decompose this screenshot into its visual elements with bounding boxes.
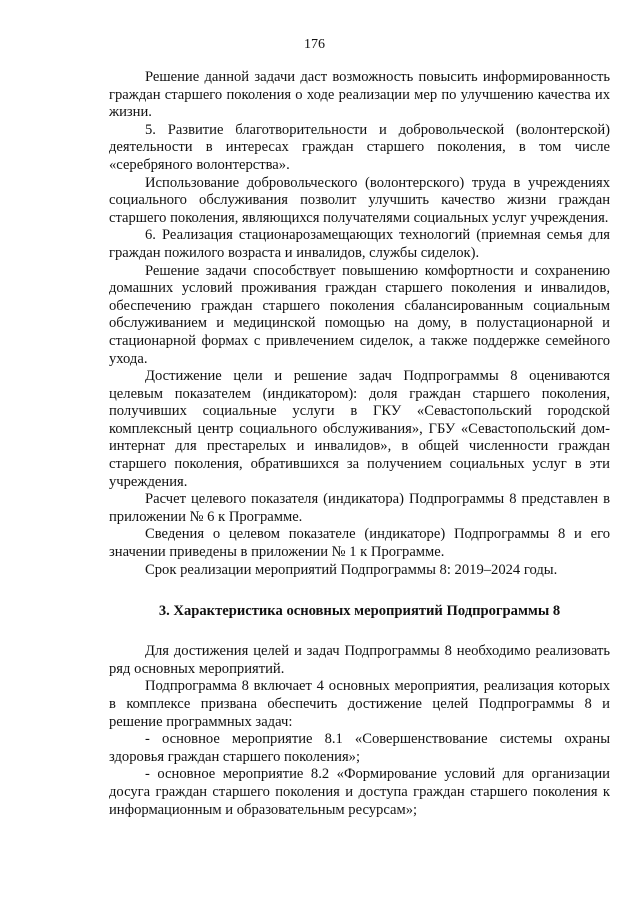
paragraph: Решение задачи способствует повышению комфортности и сохранению домашних условий проживания граждан старшего поколения и инвалидов, обеспечению граждан старшего поколения сбалансированным социальным обслуживанием и медицинской помощью на дому, в полустационарной и стационарной формах с привлечением сиделок, а также поддержке семейного ухода. (109, 262, 610, 367)
document-body (109, 69, 610, 819)
paragraph: Срок реализации мероприятий Подпрограммы 8: 2019–2024 годы. (145, 561, 558, 578)
section-heading: 3. Характеристика основных мероприятий Подпрограммы 8 (158, 603, 561, 620)
paragraph: Расчет целевого показателя (индикатора) Подпрограммы 8 представлен в приложении № 6 к Программе. (109, 491, 610, 525)
paragraph: Подпрограмма 8 включает 4 основных мероприятия, реализация которых в комплексе призвана обеспечить достижение целей Подпрограммы 8 и решение программных задач: (109, 678, 610, 730)
list-item: - основное мероприятие 8.1 «Совершенствование системы охраны здоровья граждан старшего поколения»; (109, 731, 610, 765)
paragraph: Решение данной задачи даст возможность повысить информированность граждан старшего поколения о ходе реализации мер по улучшению качества их жизни. (109, 69, 610, 121)
paragraph: Сведения о целевом показателе (индикаторе) Подпрограммы 8 и его значении приведены в приложении № 1 к Программе. (109, 526, 610, 561)
paragraph: 6. Реализация стационарозамещающих технологий (приемная семья для граждан пожилого возраста и инвалидов, службы сиделок). (109, 227, 610, 261)
page-number: 176 (304, 37, 325, 52)
paragraph: Использование добровольческого (волонтерского) труда в учреждениях социального обслуживания позволит улучшить качество жизни граждан старшего поколения, являющихся получателями социальных услуг учреждения. (109, 174, 610, 226)
paragraph: Для достижения целей и задач Подпрограммы 8 необходимо реализовать ряд основных мероприятий. (109, 643, 610, 677)
paragraph: 5. Развитие благотворительности и добровольческой (волонтерской) деятельности в интересах граждан старшего поколения, в том числе «серебряного волонтерства». (109, 121, 610, 173)
list-item: - основное мероприятие 8.2 «Формирование условий для организации досуга граждан старшего поколения и доступа граждан старшего поколения к информационным и образовательным ресурсам»; (109, 766, 610, 818)
paragraph: Достижение цели и решение задач Подпрограммы 8 оцениваются целевым показателем (индикатором): доля граждан старшего поколения, получивших социальные услуги в ГКУ «Севастопольский городской комплексный центр социального обслуживания», ГБУ «Севастопольский дом-интернат для престарелых и инвалидов», в общей численности граждан старшего поколения, обратившихся за получением социальных услуг в эти учреждения. (109, 368, 610, 490)
